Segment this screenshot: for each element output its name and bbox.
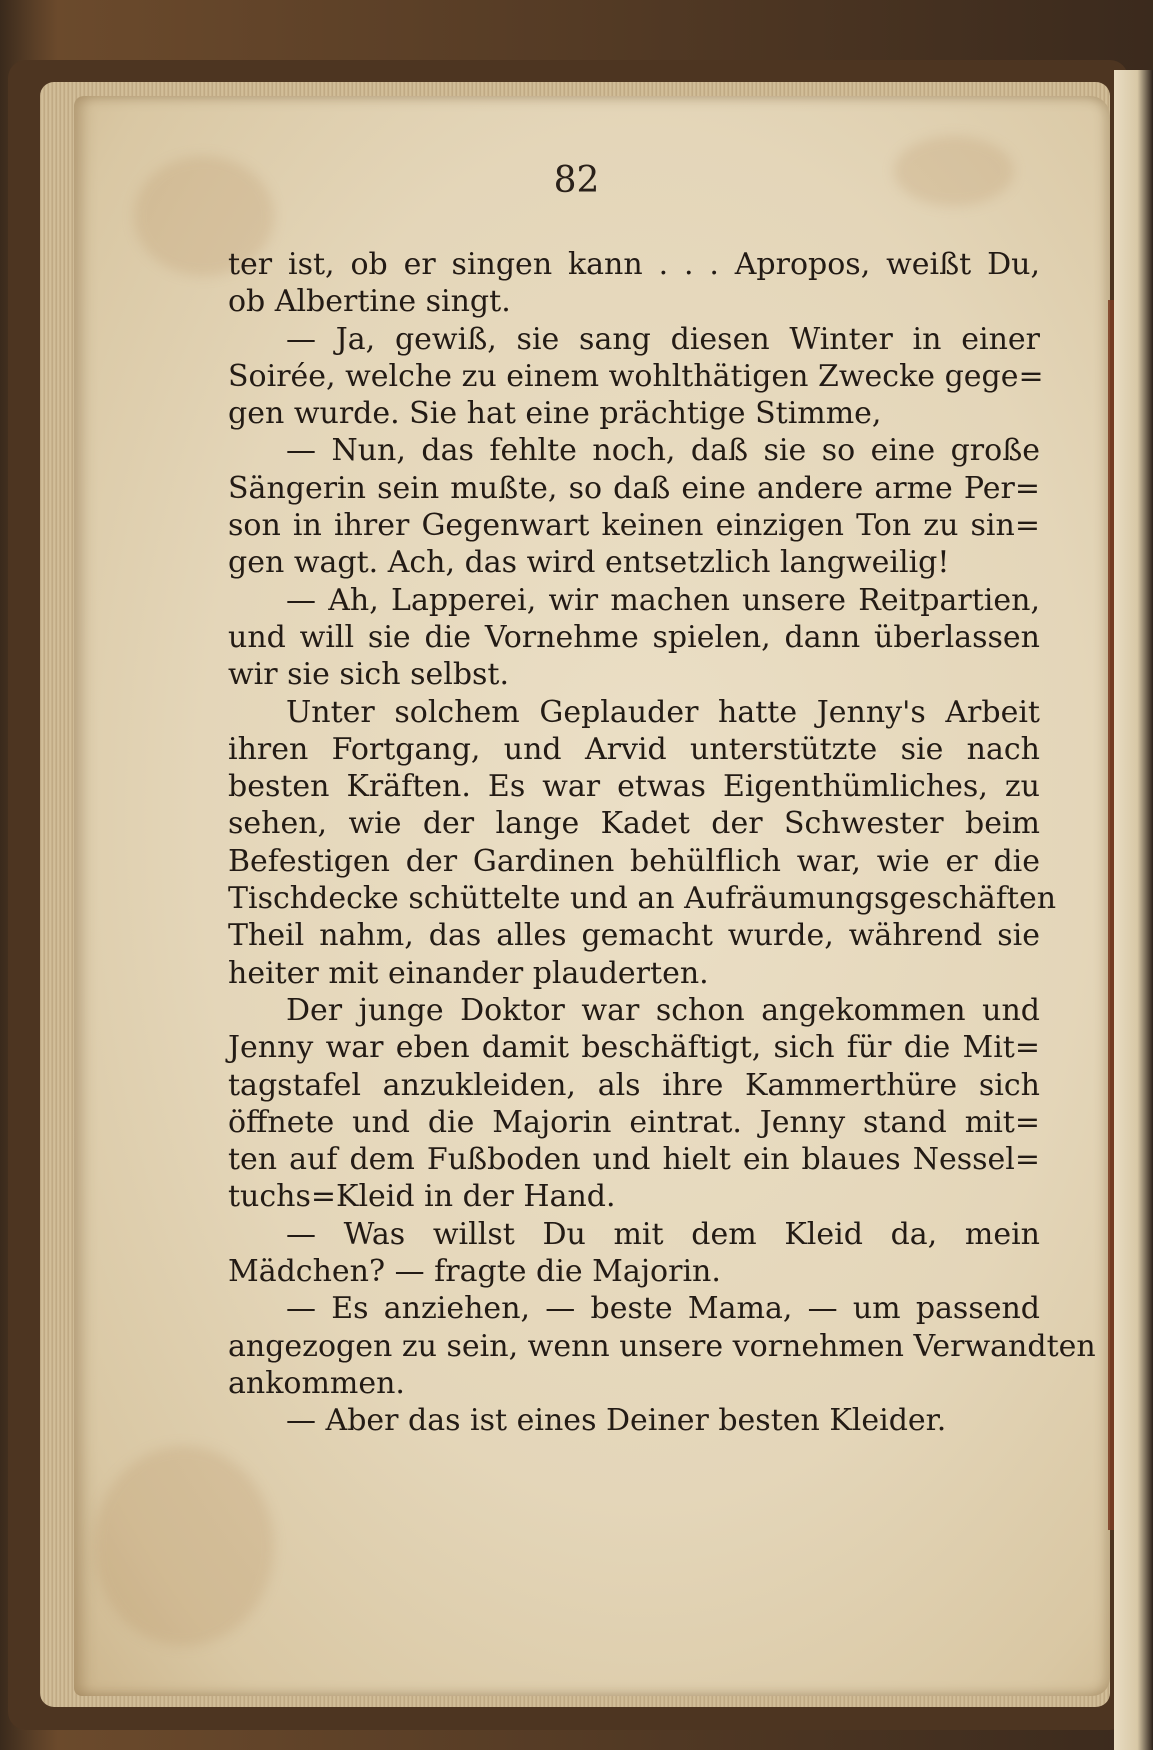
text-line: Mädchen? — fragte die Majorin. [228,1254,721,1290]
text-line: heiter mit einander plauderten. [228,955,709,991]
body-text [228,246,1096,1440]
text-line: Sängerin sein mußte, so daß eine andere arme Per= [228,470,1040,506]
text-line: tagstafel anzukleiden, als ihre Kammerthüre sich [228,1067,1040,1103]
text-line: ankommen. [228,1365,405,1401]
text-line: Tischdecke schüttelte und an Aufräumungsgeschäften [228,881,1057,917]
text-line: — Was willst Du mit dem Kleid da, mein [286,1216,1040,1252]
text-line: Soirée, welche zu einem wohlthätigen Zwecke gege= [228,358,1044,394]
text-line: angezogen zu sein, wenn unsere vornehmen Verwandten [228,1328,1096,1364]
text-line: tuchs=Kleid in der Hand. [228,1179,616,1215]
text-line: gen wagt. Ach, das wird entsetzlich langweilig! [228,545,950,581]
text-line: und will sie die Vornehme spielen, dann überlassen [228,619,1040,655]
text-line: ihren Fortgang, und Arvid unterstützte sie nach [228,731,1040,767]
text-line: Theil nahm, das alles gemacht wurde, während sie [228,918,1040,954]
text-line: — Es anziehen, — beste Mama, — um passend [286,1291,1040,1327]
text-line: besten Kräften. Es war etwas Eigenthümliches, zu [228,769,1040,805]
text-line: sehen, wie der lange Kadet der Schwester beim [228,806,1040,842]
text-line: ter ist, ob er singen kann . . . Apropos, weißt Du, [228,247,1040,282]
text-line: ob Albertine singt. [228,284,511,320]
paper-stain [94,1446,274,1646]
text-line: son in ihrer Gegenwart keinen einzigen Ton zu sin= [228,508,1040,544]
text-line: Der junge Doktor war schon angekommen und [286,992,1040,1028]
text-line: Unter solchem Geplauder hatte Jenny's Arbeit [286,694,1040,730]
text-line: öffnete und die Majorin eintrat. Jenny stand mit= [228,1104,1040,1140]
text-line: — Nun, das fehlte noch, daß sie so eine große [286,433,1040,469]
text-line: — Aber das ist eines Deiner besten Kleider. [286,1403,947,1439]
text-line: wir sie sich selbst. [228,657,510,693]
text-line: Befestigen der Gardinen behülflich war, wie er die [228,843,1040,879]
text-line: ten auf dem Fußboden und hielt ein blaues Nessel= [228,1142,1040,1178]
next-page-edge [1114,70,1153,1750]
text-line: — Ja, gewiß, sie sang diesen Winter in einer [286,321,1040,357]
page-number: 82 [553,160,600,201]
text-line: gen wurde. Sie hat eine prächtige Stimme, [228,396,882,432]
text-line: Jenny war eben damit beschäftigt, sich für die Mit= [228,1030,1040,1066]
text-line: — Ah, Lapperei, wir machen unsere Reitpartien, [286,582,1040,618]
